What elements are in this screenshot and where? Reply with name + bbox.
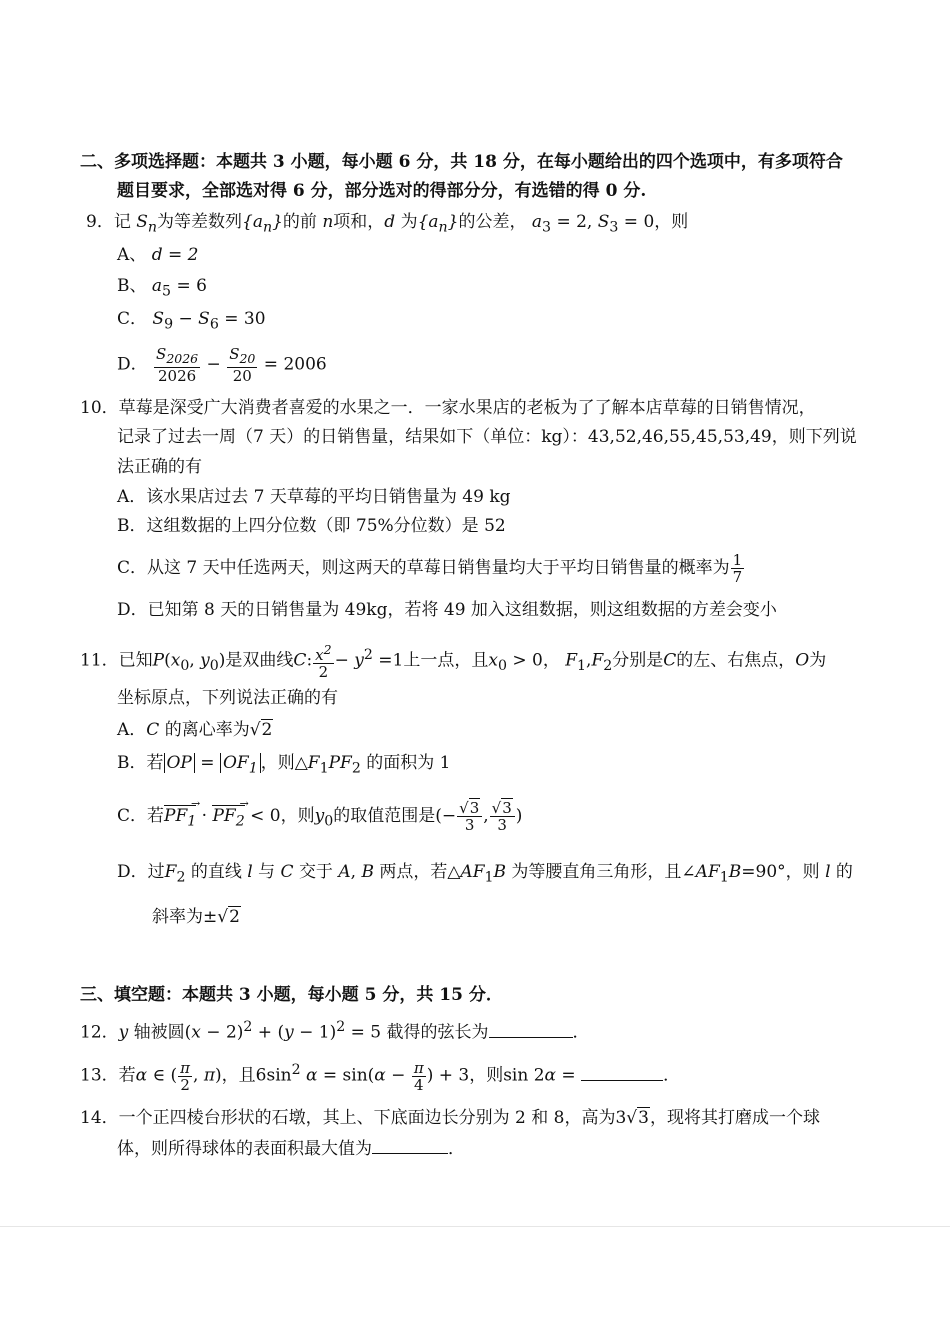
section3-heading: 三、填空题：本题共 3 小题，每小题 5 分，共 15 分． (80, 985, 503, 1005)
q10-option-b: B．这组数据的上四分位数（即 75%分位数）是 52 (117, 516, 506, 536)
section2-heading-line2: 题目要求，全部选对得 6 分，部分选对的得部分分，有选错的得 0 分. (117, 181, 647, 201)
q9-text: 记 (113, 212, 131, 232)
q14-stem-line1: 14．一个正四棱台形状的石墩，其上、下底面边长分别为 2 和 8，高为3√3，现将其打磨成一个球 (80, 1108, 820, 1128)
q10-option-c: C．从这 7 天中任选两天，则这两天的草莓日销售量均大于平均日销售量的概率为 $\frac{1}{7}$ (117, 551, 743, 586)
q10-stem-line1: 10．草莓是深受广大消费者喜爱的水果之一．一家水果店的老板为了了解本店草莓的日销售情况， (80, 398, 816, 418)
q11-stem-line1: 11．已知$P(x_0$, $y_0$)是双曲线C: $\frac{x^2}{2}$ − $y^2 =1$上一点，且$x_0 > 0$， $F_1,F_2$分别是C的左、右焦点，O为 (80, 642, 827, 681)
q14-number: 14． (80, 1108, 119, 1128)
q10-stem-line3: 法正确的有 (117, 457, 202, 477)
q11-stem-line2: 坐标原点，下列说法正确的有 (117, 688, 338, 708)
q9-text: 的前 (282, 212, 317, 232)
q13-stem: 13．若α ∈ ( $\frac{\pi}{2}$ , π)，且$6\sin^2$ α = sin(α − $\frac{\pi}{4}$ ) + 3，则sin 2α = ． (80, 1058, 681, 1094)
q14-stem-line2: 体，则所得球体的表面积最大值为 ． (117, 1139, 465, 1159)
q9-text: 为等差数列 (157, 212, 243, 232)
q13-answer-blank[interactable] (581, 1064, 663, 1081)
q10-number: 10． (80, 398, 119, 418)
q12-stem: 12．y 轴被圆$(x - 2)^2 + (y - 1)^2 = 5$ 截得的弦长为 ． (80, 1019, 590, 1043)
q9-option-b: B、 $a_5 = 6$ (117, 276, 207, 300)
q10-option-d: D．已知第 8 天的日销售量为 49kg，若将 49 加入这组数据，则这组数据的方差会变小 (117, 600, 777, 620)
q9-option-c: C． $S_9 - S_6 = 30$ (117, 309, 266, 333)
q9-option-d: D． $\frac{S_{2026}}{2026}$ − $\frac{S_{20}}{20}$ = 2006 (117, 345, 327, 385)
q13-number: 13． (80, 1065, 119, 1086)
q11-option-a: A．C 的离心率为√2 (117, 720, 273, 740)
section2-heading-line1: 二、多项选择题：本题共 3 小题，每小题 6 分，共 18 分，在每小题给出的四个选项中，有多项符合 (80, 152, 843, 172)
q10-stem-line2: 记录了过去一周（7 天）的日销售量，结果如下（单位：kg）：43,52,46,55,45,53,49，则下列说 (117, 427, 857, 447)
q11-option-b: B．若 OP = $OF_1$ ，则$\triangle F_1PF_2$ 的面积为 1 (117, 753, 451, 777)
q14-answer-blank[interactable] (372, 1137, 448, 1154)
q12-number: 12． (80, 1022, 119, 1043)
q9-text: ，则 (654, 212, 689, 232)
q10-option-a: A．该水果店过去 7 天草莓的平均日销售量为 49 kg (117, 487, 511, 507)
q11-option-c: C．若$PF_1$ → · $PF_2$ → < 0，则$y_0$的取值范围是(− $\frac{√3}{3}$ , $\frac{√3}{3}$ ) (117, 800, 522, 833)
page-bottom-divider (0, 1226, 950, 1227)
q9-number: 9． (86, 212, 114, 232)
q12-answer-blank[interactable] (489, 1021, 573, 1038)
q9-text: 项和， (333, 212, 385, 232)
q9-option-a: A、 d = 2 (117, 245, 199, 265)
q9-text: 为 (400, 212, 418, 232)
q9-text: 的公差， (458, 212, 527, 232)
q11-number: 11． (80, 650, 119, 671)
q9-stem: 9．记 $S_n$为等差数列$\{a_n\}$的前 n项和，d 为$\{a_n\}$的公差， $a_3 = 2$, $S_3 = 0$，则 (86, 212, 689, 236)
q11-option-d-line2: 斜率为±√2 (152, 907, 240, 927)
q11-option-d: D．过$F_2$ 的直线 l 与 C 交于 A, B 两点，若$\triangle AF_1B$ 为等腰直角三角形，且$\angle AF_1B=90^\circ$，则 l 的 (117, 862, 853, 886)
